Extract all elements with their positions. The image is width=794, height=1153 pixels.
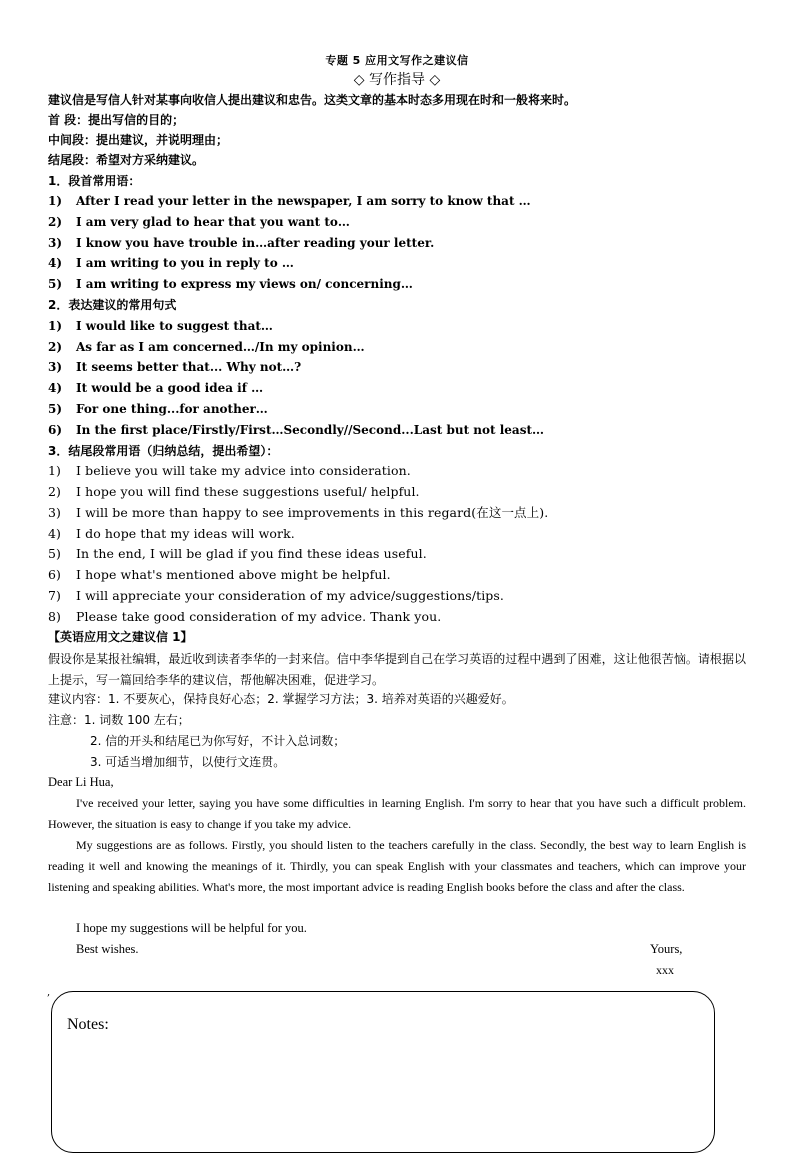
list-item: 7) I will appreciate your consideration of my advice/suggestions/tips. xyxy=(48,588,504,603)
task-prompt: 假设你是某报社编辑，最近收到读者李华的一封来信。信中李华提到自己在学习英语的过程中遇到了困难，这让他很苦恼。请根据以上提示，写一篇回给李华的建议信，帮他解决困难，促进学习。 xyxy=(48,652,746,687)
list-item: 5) I am writing to express my views on/ concerning… xyxy=(48,277,413,291)
list-item: 2) I am very glad to hear that you want to… xyxy=(48,215,350,229)
intro-middle-paragraph: 中间段：提出建议，并说明理由； xyxy=(48,133,229,147)
intro-first-paragraph: 首 段：提出写信的目的； xyxy=(48,113,185,127)
task-note-1: 注意：1. 词数 100 左右； xyxy=(48,713,190,727)
intro-text: 建议信是写信人针对某事向收信人提出建议和忠告。这类文章的基本时态多用现在时和一般将来时。 xyxy=(48,93,577,107)
section2-heading: 2．表达建议的常用句式 xyxy=(48,298,177,312)
list-item: 4) I do hope that my ideas will work. xyxy=(48,526,295,541)
page-subtitle: ◇ 写作指导 ◇ xyxy=(353,72,441,88)
page-title: 专题 5 应用文写作之建议信 xyxy=(325,54,469,67)
stray-mark: , xyxy=(47,987,51,998)
task-content: 建议内容：1. 不要灰心，保持良好心态；2. 掌握学习方法；3. 培养对英语的兴趣爱好。 xyxy=(48,692,514,706)
letter-yours: Yours, xyxy=(650,942,683,956)
task-note-2: 2. 信的开头和结尾已为你写好，不计入总词数； xyxy=(90,734,346,748)
section1-heading: 1．段首常用语： xyxy=(48,174,141,188)
task-note-3: 3. 可适当增加细节，以使行文连贯。 xyxy=(90,755,286,769)
list-item: 1) I would like to suggest that… xyxy=(48,319,273,333)
letter-paragraph-3: I hope my suggestions will be helpful for you. xyxy=(76,921,307,935)
letter-paragraph-2: My suggestions are as follows. Firstly, you should listen to the teachers carefully in the class. Secondly, the best way to learn English is reading it well and knowing the meanings of it. Thirdly, you can speak English with your classmates and teachers, which can improve your listening and speaking abilities. What's more, the most important advice is reading English books before the class and after the class. xyxy=(48,838,746,894)
list-item: 4) I am writing to you in reply to … xyxy=(48,256,294,270)
list-item: 6) In the first place/Firstly/First…Secondly//Second...Last but not least… xyxy=(48,423,545,437)
letter-signature: xxx xyxy=(656,963,674,977)
list-item: 2) I hope you will find these suggestions useful/ helpful. xyxy=(48,484,420,499)
notes-box xyxy=(51,991,715,1153)
letter-paragraph-1: I've received your letter, saying you have some difficulties in learning English. I'm sorry to hear that you have such a difficult problem. However, the situation is easy to change if you take my advice. xyxy=(48,796,746,831)
list-item: 3) I know you have trouble in…after reading your letter. xyxy=(48,236,435,250)
list-item: 3) It seems better that... Why not…? xyxy=(48,360,302,374)
letter-greeting: Dear Li Hua, xyxy=(48,775,114,789)
section3-heading: 3．结尾段常用语（归纳总结，提出希望）： xyxy=(48,444,279,458)
list-item: 8) Please take good consideration of my advice. Thank you. xyxy=(48,609,442,624)
list-item: 1) I believe you will take my advice into consideration. xyxy=(48,463,411,478)
list-item: 5) In the end, I will be glad if you find these ideas useful. xyxy=(48,546,427,561)
list-item: 2) As far as I am concerned…/In my opinion… xyxy=(48,340,365,354)
list-item: 4) It would be a good idea if … xyxy=(48,381,264,395)
letter-closing: Best wishes. xyxy=(76,942,139,956)
list-item: 1) After I read your letter in the newspaper, I am sorry to know that … xyxy=(48,194,531,208)
notes-label: Notes: xyxy=(67,1016,109,1033)
list-item: 3) I will be more than happy to see improvements in this regard(在这一点上). xyxy=(48,505,549,520)
list-item: 5) For one thing...for another… xyxy=(48,402,268,416)
intro-last-paragraph: 结尾段：希望对方采纳建议。 xyxy=(48,153,205,167)
list-item: 6) I hope what's mentioned above might be helpful. xyxy=(48,567,391,582)
task-heading: 【英语应用文之建议信 1】 xyxy=(48,630,193,644)
